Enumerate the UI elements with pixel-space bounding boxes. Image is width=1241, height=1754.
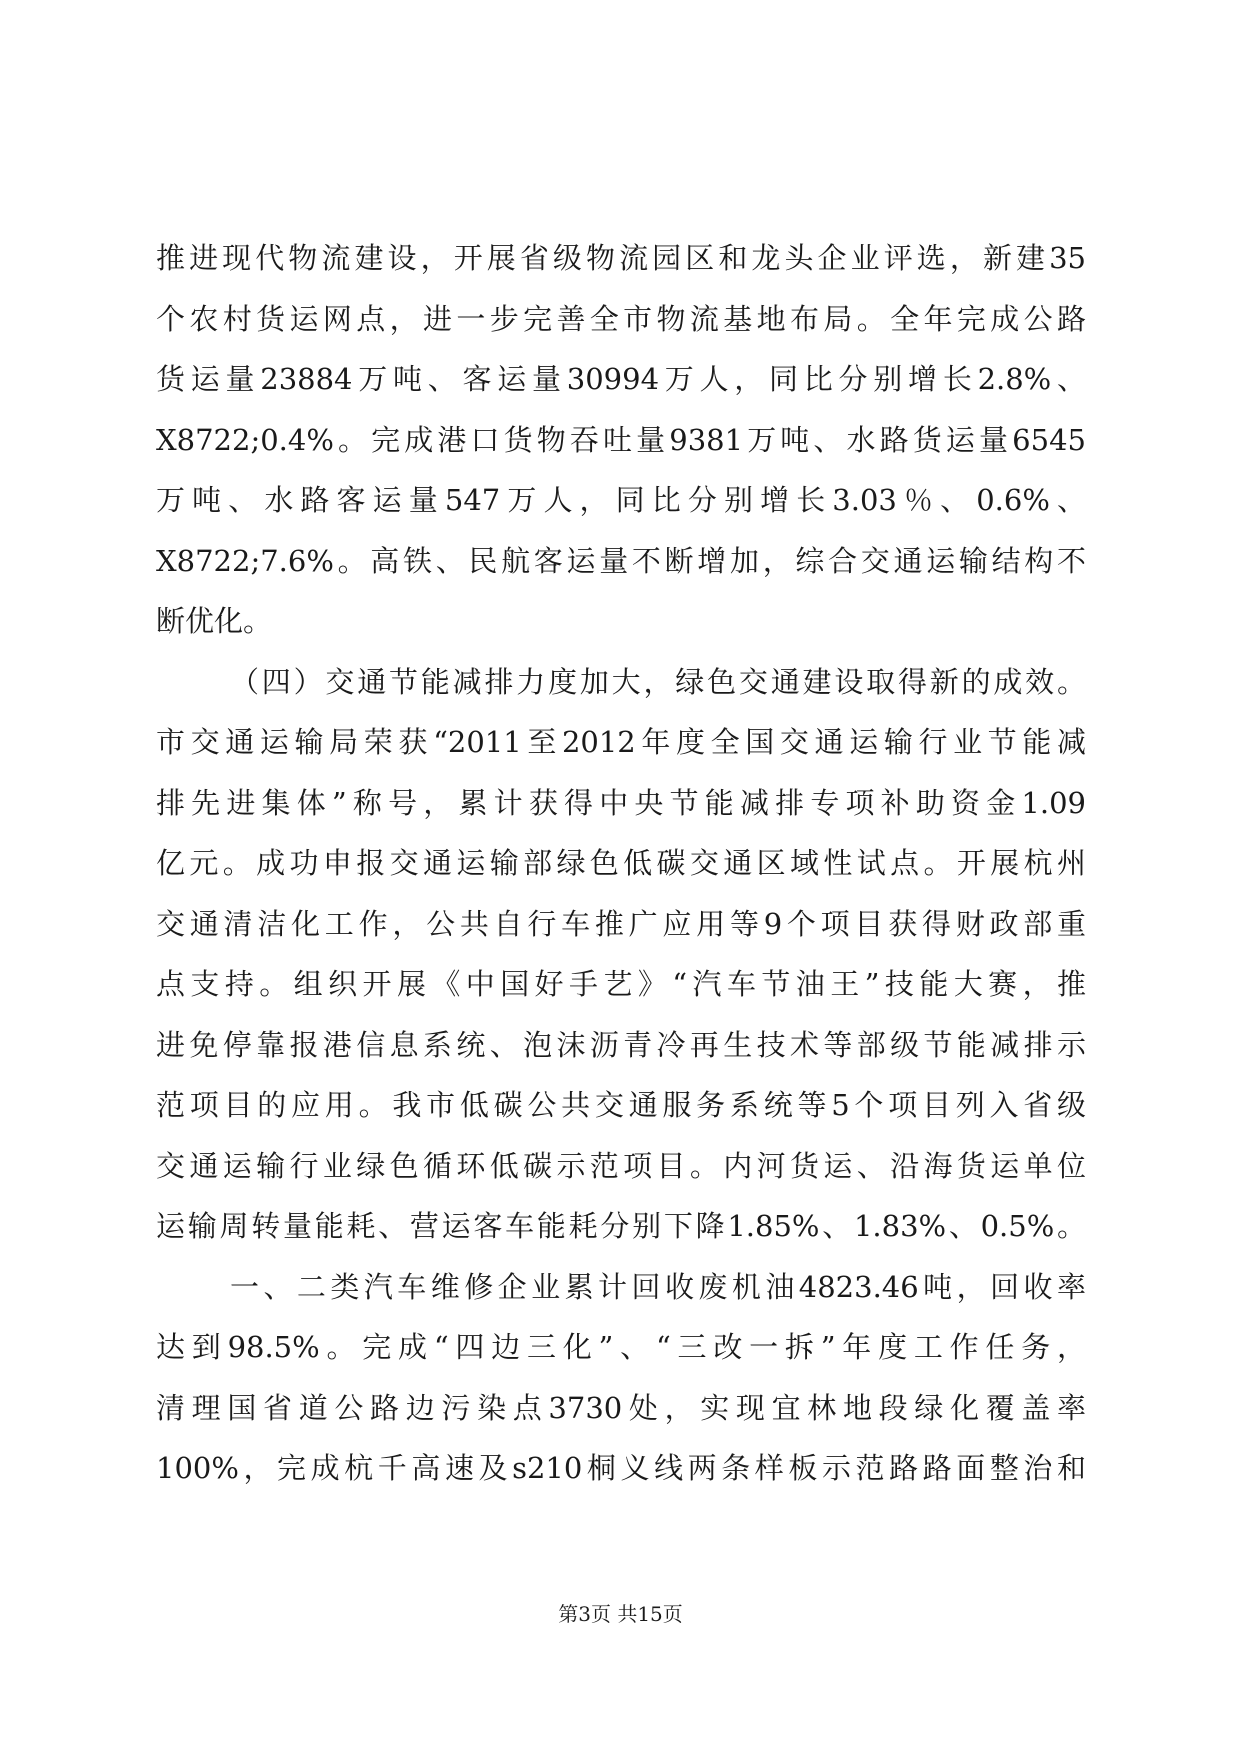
text-line: 断优化。 [156, 604, 273, 638]
text-line: 排先进集体”称号，累计获得中央节能减排专项补助资金1.09 [156, 785, 1086, 820]
text-line: 范项目的应用。我市低碳公共交通服务系统等5个项目列入省级 [156, 1088, 1086, 1122]
text-line: X8722;7.6%。高铁、民航客运量不断增加，综合交通运输结构不 [156, 543, 1086, 578]
text-line: X8722;0.4%。完成港口货物吞吐量9381万吨、水路货运量6545 [156, 422, 1086, 457]
text-line: 交通清洁化工作，公共自行车推广应用等9个项目获得财政部重 [156, 906, 1086, 941]
text-line: 亿元。成功申报交通运输部绿色低碳交通区域性试点。开展杭州 [156, 846, 1086, 880]
text-line: 万吨、水路客运量547万人，同比分别增长3.03％、0.6%、 [156, 483, 1086, 517]
text-line: 推进现代物流建设，开展省级物流园区和龙头企业评选，新建35 [156, 241, 1086, 275]
text-line: 一、二类汽车维修企业累计回收废机油4823.46吨，回收率 [230, 1269, 1086, 1304]
text-line: （四）交通节能减排力度加大，绿色交通建设取得新的成效。 [230, 664, 1086, 699]
document-body [156, 228, 1086, 1499]
page-footer: 第3页 共15页 [558, 1602, 683, 1626]
text-line: 点支持。组织开展《中国好手艺》“汽车节油王”技能大赛，推 [156, 967, 1086, 1001]
text-line: 清理国省道公路边污染点3730处，实现宜林地段绿化覆盖率 [156, 1390, 1086, 1425]
text-line: 进免停靠报港信息系统、泡沫沥青冷再生技术等部级节能减排示 [156, 1027, 1086, 1062]
text-line: 个农村货运网点，进一步完善全市物流基地布局。全年完成公路 [156, 301, 1086, 336]
text-line: 100%，完成杭千高速及s210桐义线两条样板示范路路面整治和 [156, 1451, 1086, 1485]
text-line: 货运量23884万吨、客运量30994万人，同比分别增长2.8%、 [156, 362, 1086, 396]
text-line: 达到98.5%。完成“四边三化”、“三改一拆”年度工作任务， [156, 1330, 1086, 1364]
text-line: 市交通运输局荣获“2011至2012年度全国交通运输行业节能减 [156, 725, 1086, 759]
text-line: 交通运输行业绿色循环低碳示范项目。内河货运、沿海货运单位 [156, 1148, 1086, 1183]
text-line: 运输周转量能耗、营运客车能耗分别下降1.85%、1.83%、0.5%。 [156, 1209, 1086, 1243]
